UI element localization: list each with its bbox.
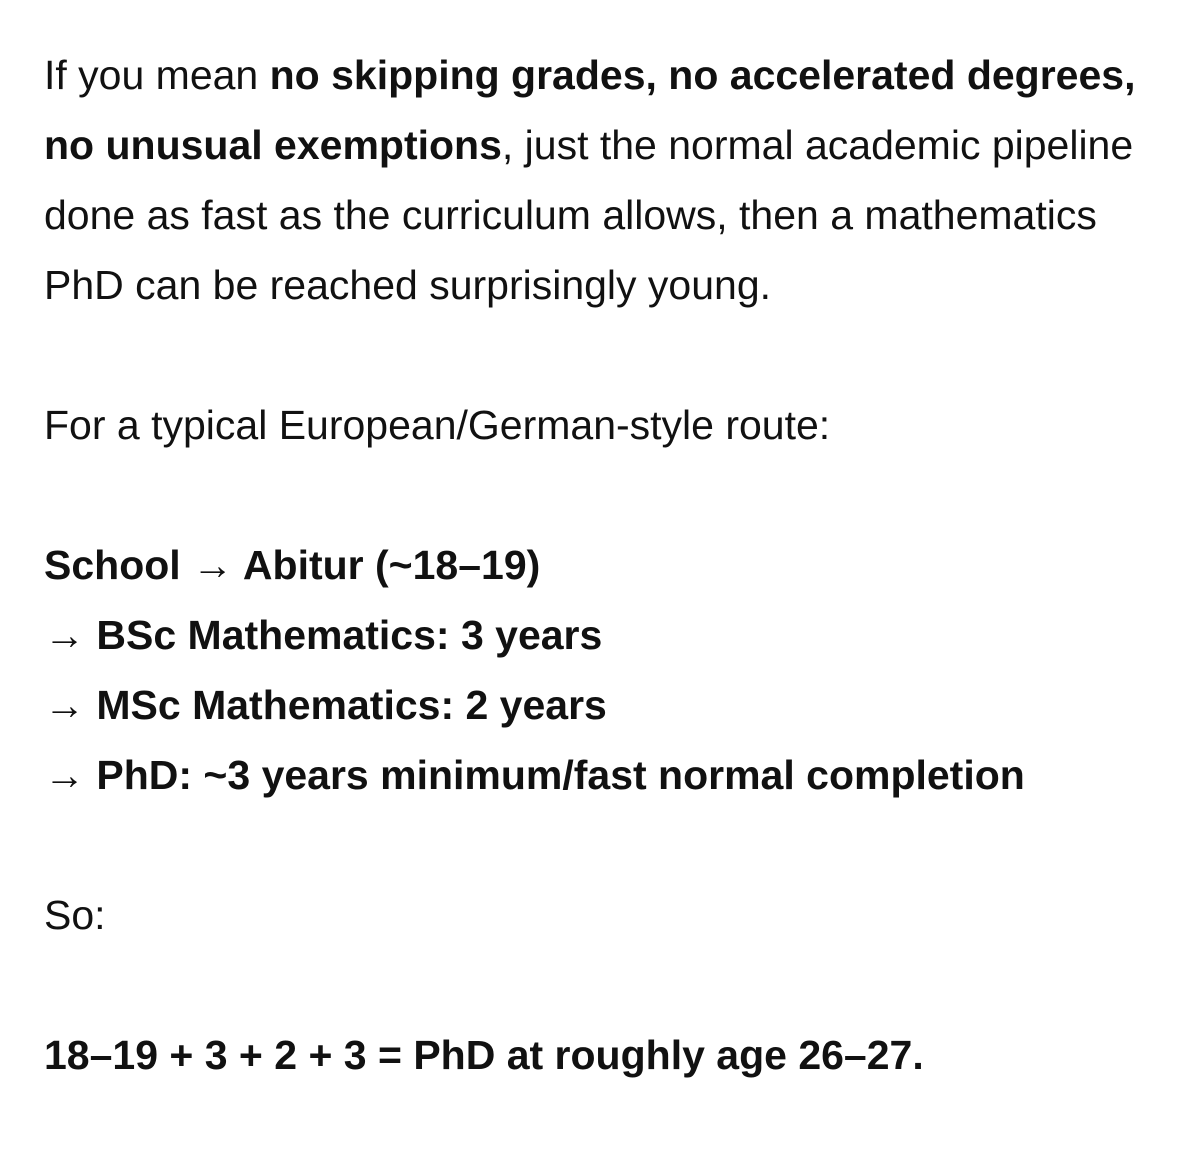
spacer xyxy=(44,950,1184,1020)
intro-text-start: If you mean xyxy=(44,52,270,98)
route-step-msc: → MSc Mathematics: 2 years xyxy=(44,682,607,728)
route-step-school: School → Abitur (~18–19) xyxy=(44,542,541,588)
route-step-phd: → PhD: ~3 years minimum/fast normal completion xyxy=(44,752,1025,798)
route-steps xyxy=(44,530,1184,810)
so-label: So: xyxy=(44,892,106,938)
intro-paragraph xyxy=(44,40,1184,320)
route-intro: For a typical European/German-style route: xyxy=(44,402,831,448)
spacer xyxy=(44,810,1184,880)
route-step-bsc: → BSc Mathematics: 3 years xyxy=(44,612,603,658)
message-body xyxy=(44,40,1184,1090)
spacer xyxy=(44,320,1184,390)
intro-bold-conditions: no skipping grades, no accelerated degrees, no unusual exemptions xyxy=(44,52,1136,168)
intro-text-end: , just the normal academic pipeline done as fast as the curriculum allows, then a mathematics PhD can be reached surprisingly young. xyxy=(44,122,1134,308)
spacer xyxy=(44,460,1184,530)
conclusion: 18–19 + 3 + 2 + 3 = PhD at roughly age 26–27. xyxy=(44,1032,924,1078)
